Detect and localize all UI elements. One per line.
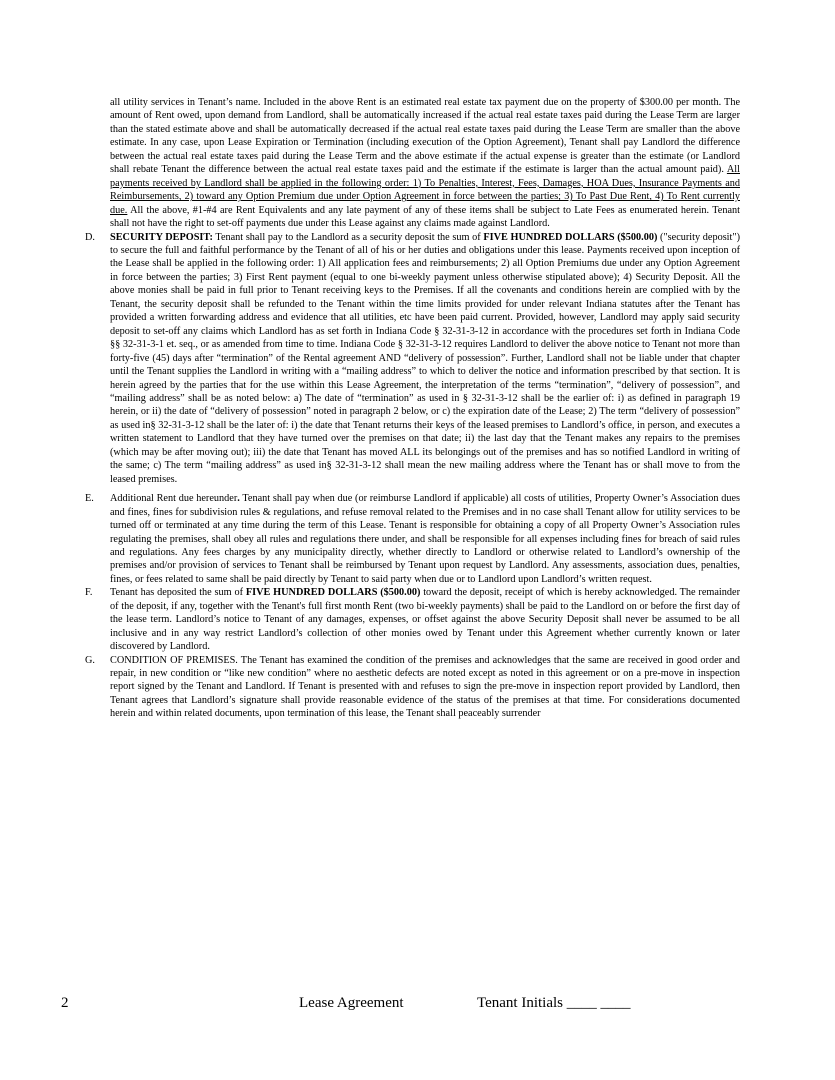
tenant-initials: Tenant Initials ____ ____ [477,995,631,1011]
section-letter: E. [85,493,94,505]
section-e-additional-rent: E. Additional Rent due hereunder. Tenant shall pay when due (or reimburse Landlord if applicable) all costs of utilities, Property Owner’s Association dues and fines, fines for subdivision rules & regulations, and refuse removal related to the Premises and in no case shall Tenant allow for utility services to be turned off or terminated at any time during the term of this Lease. Tenant is responsible for obtaining a copy of all Property Owner’s Association rules regulating the premises, shall obey all rules and regulations there under, and shall be responsible for all expenses including fines for breach of said rules and regulations. Any fees charges by any municipality directly, whether directly to Landlord or otherwise related to Landlord’s ownership of the premises and/or provision of services to Tenant shall be reimbursed by Tenant upon request by Landlord. Any assessments, association dues, penalties, fines, or fees related to same shall be paid directly by Tenant to said party when due or to Landlord upon Landlord’s written request. [85,493,741,585]
deposit-amount: FIVE HUNDRED DOLLARS ($500.00) [483,231,658,243]
section-letter: G. [85,654,95,666]
section-d-security-deposit: D. SECURITY DEPOSIT: Tenant shall pay to the Landlord as a security deposit the sum of FIVE HUNDRED DOLLARS ($500.00) ("security deposit") to secure the full and faithful performance by the Tenant of all of his or her duties and obligations under this lease. Payments received upon inception of the Lease shall be applied in the following order: 1) All application fees and reimbursements; 2) all Option Premiums due under any Option Agreement in force between the parties; 3) First Rent payment (equal to one bi-weekly payment unless otherwise stipulated above); 4) Security Deposit. All the above monies shall be paid in full prior to Tenant receiving keys to the Premises. If all the covenants and conditions herein are complied with by the Tenant, the security deposit shall be refunded to the Tenant within the time limits provided for under relevant Indiana statutes after the Tenant has provided a written forwarding address and evidence that all utilities, etc have been paid current. Provided, however, Landlord may apply said security deposit to set-off any claims which Landlord has as set forth in Indiana Code § 32-31-3-12 in accordance with the procedures set forth in Indiana Code §§ 32-31-3-1 et. seq., or as amended from time to time. Indiana Code § 32-31-3-12 requires Landlord to deliver the above notice to Tenant not more than forty-five (45) days after “termination” of the Rental agreement AND “delivery of possession”. Further, Landlord shall not be liable under that chapter until the Tenant supplies the Landlord in writing with a “mailing address” to which to deliver the notice and information prescribed by that section. It is herein agreed by the parties that for the use within this Lease Agreement, the interpretation of the terms “termination”, “delivery of possession”, and “mailing address” shall be as noted below: a) The date of “termination” as used in § 32-31-3-12 shall be the earlier of: i) as defined in paragraph 19 herein, or ii) the date of “delivery of possession” noted in paragraph 2 below, or c) the expiration date of the Lease; 2) The term “delivery of possession” as used in§ 32-31-3-12 shall be the later of: i) the date that Tenant returns their keys of the leased premises to Landlord’s office, in person, and executes a written statement to Landlord that they have turned over the premises on that date; ii) the last day that the Tenant makes any repairs to the premises (which may be after moving out); iii) the date that Tenant has moved ALL its belongings out of the premises and has so notified Landlord in writing of the same; c) The term “mailing address” as used in§ 32-31-3-12 shall mean the new mailing address where the Tenant has or shall move to from the leased premises. [85,231,740,485]
intro-text: all utility services in Tenant’s name. Included in the above Rent is an estimated real estate tax payment due on the property of $300.00 per month. The amount of Rent owed, upon demand from Landlord, shall be automatically increased if the actual real estate taxes paid during the Lease Term are larger than the stated estimate above and shall be automatically decreased if the actual real estate taxes paid during the Lease Term are smaller than the above estimate. In any case, upon Lease Expiration or Termination (including execution of the Option Agreement), Tenant shall pay Landlord the difference between the actual real estate taxes paid during the Lease Term and the above estimate if the actual expense is greater than the estimate (or Landlord shall rebate Tenant the difference between the actual real estate taxes paid and the estimate if the estimate is larger than the actual amount paid). [110,97,740,176]
intro-text-end: All the above, #1-#4 are Rent Equivalents and any late payment of any of these items shall be subject to Late Fees as enumerated herein. Tenant shall not have the right to set-off payments due under this Lease against any claims made against Landlord. [110,204,740,230]
section-heading: SECURITY DEPOSIT: [110,231,213,243]
section-heading: Additional Rent due hereunder [110,493,238,505]
section-g-condition-of-premises: G. CONDITION OF PREMISES. The Tenant has examined the condition of the premises and acknowledges that the same are received in good order and repair, in new condition or “like new condition” where no aesthetic defects are noted except as noted in this agreement or on a pre-move in inspection report signed by the Tenant and Landlord. If Tenant is presented with and refuses to sign the pre-move in inspection report provided by Landlord, then Tenant agrees that Landlord’s signature shall provide reasonable evidence of the status of the premises at that time. For considerations documented herein and within related documents, upon termination of this lease, the Tenant shall peaceably surrender [85,654,740,720]
footer-title: Lease Agreement [299,995,404,1011]
document-body [85,96,741,721]
deposit-amount: FIVE HUNDRED DOLLARS ($500.00) [245,587,421,599]
page-footer [0,995,835,1017]
section-f-deposit-received: F. Tenant has deposited the sum of FIVE HUNDRED DOLLARS ($500.00) toward the deposit, receipt of which is hereby acknowledged. The remainder of the deposit, if any, together with the Tenant's full first month Rent (two bi-weekly payments) shall be paid to the Landlord on or before the first day of the lease term. Landlord’s notice to Tenant of any damages, expenses, or offset against the above Security Deposit shall never be assumed to be all inclusive and in any way restrict Landlord’s collection of other monies owed by Tenant under this Agreement whether currently known or later discovered by Landlord. [85,587,740,653]
payment-order-underlined: All payments received by Landlord shall be applied in the following order: 1) To Penalties, Interest, Fees, Damages, HOA Dues, Insurance Payments and Reimbursements, 2) toward any Option Premium due under Option Agreement in force between the parties; 3) To Past Due Rent, 4) To Rent currently due. [110,164,740,216]
page-number: 2 [61,995,69,1011]
section-letter: D. [85,231,95,243]
section-letter: F. [85,587,93,599]
intro-paragraph [110,96,740,231]
